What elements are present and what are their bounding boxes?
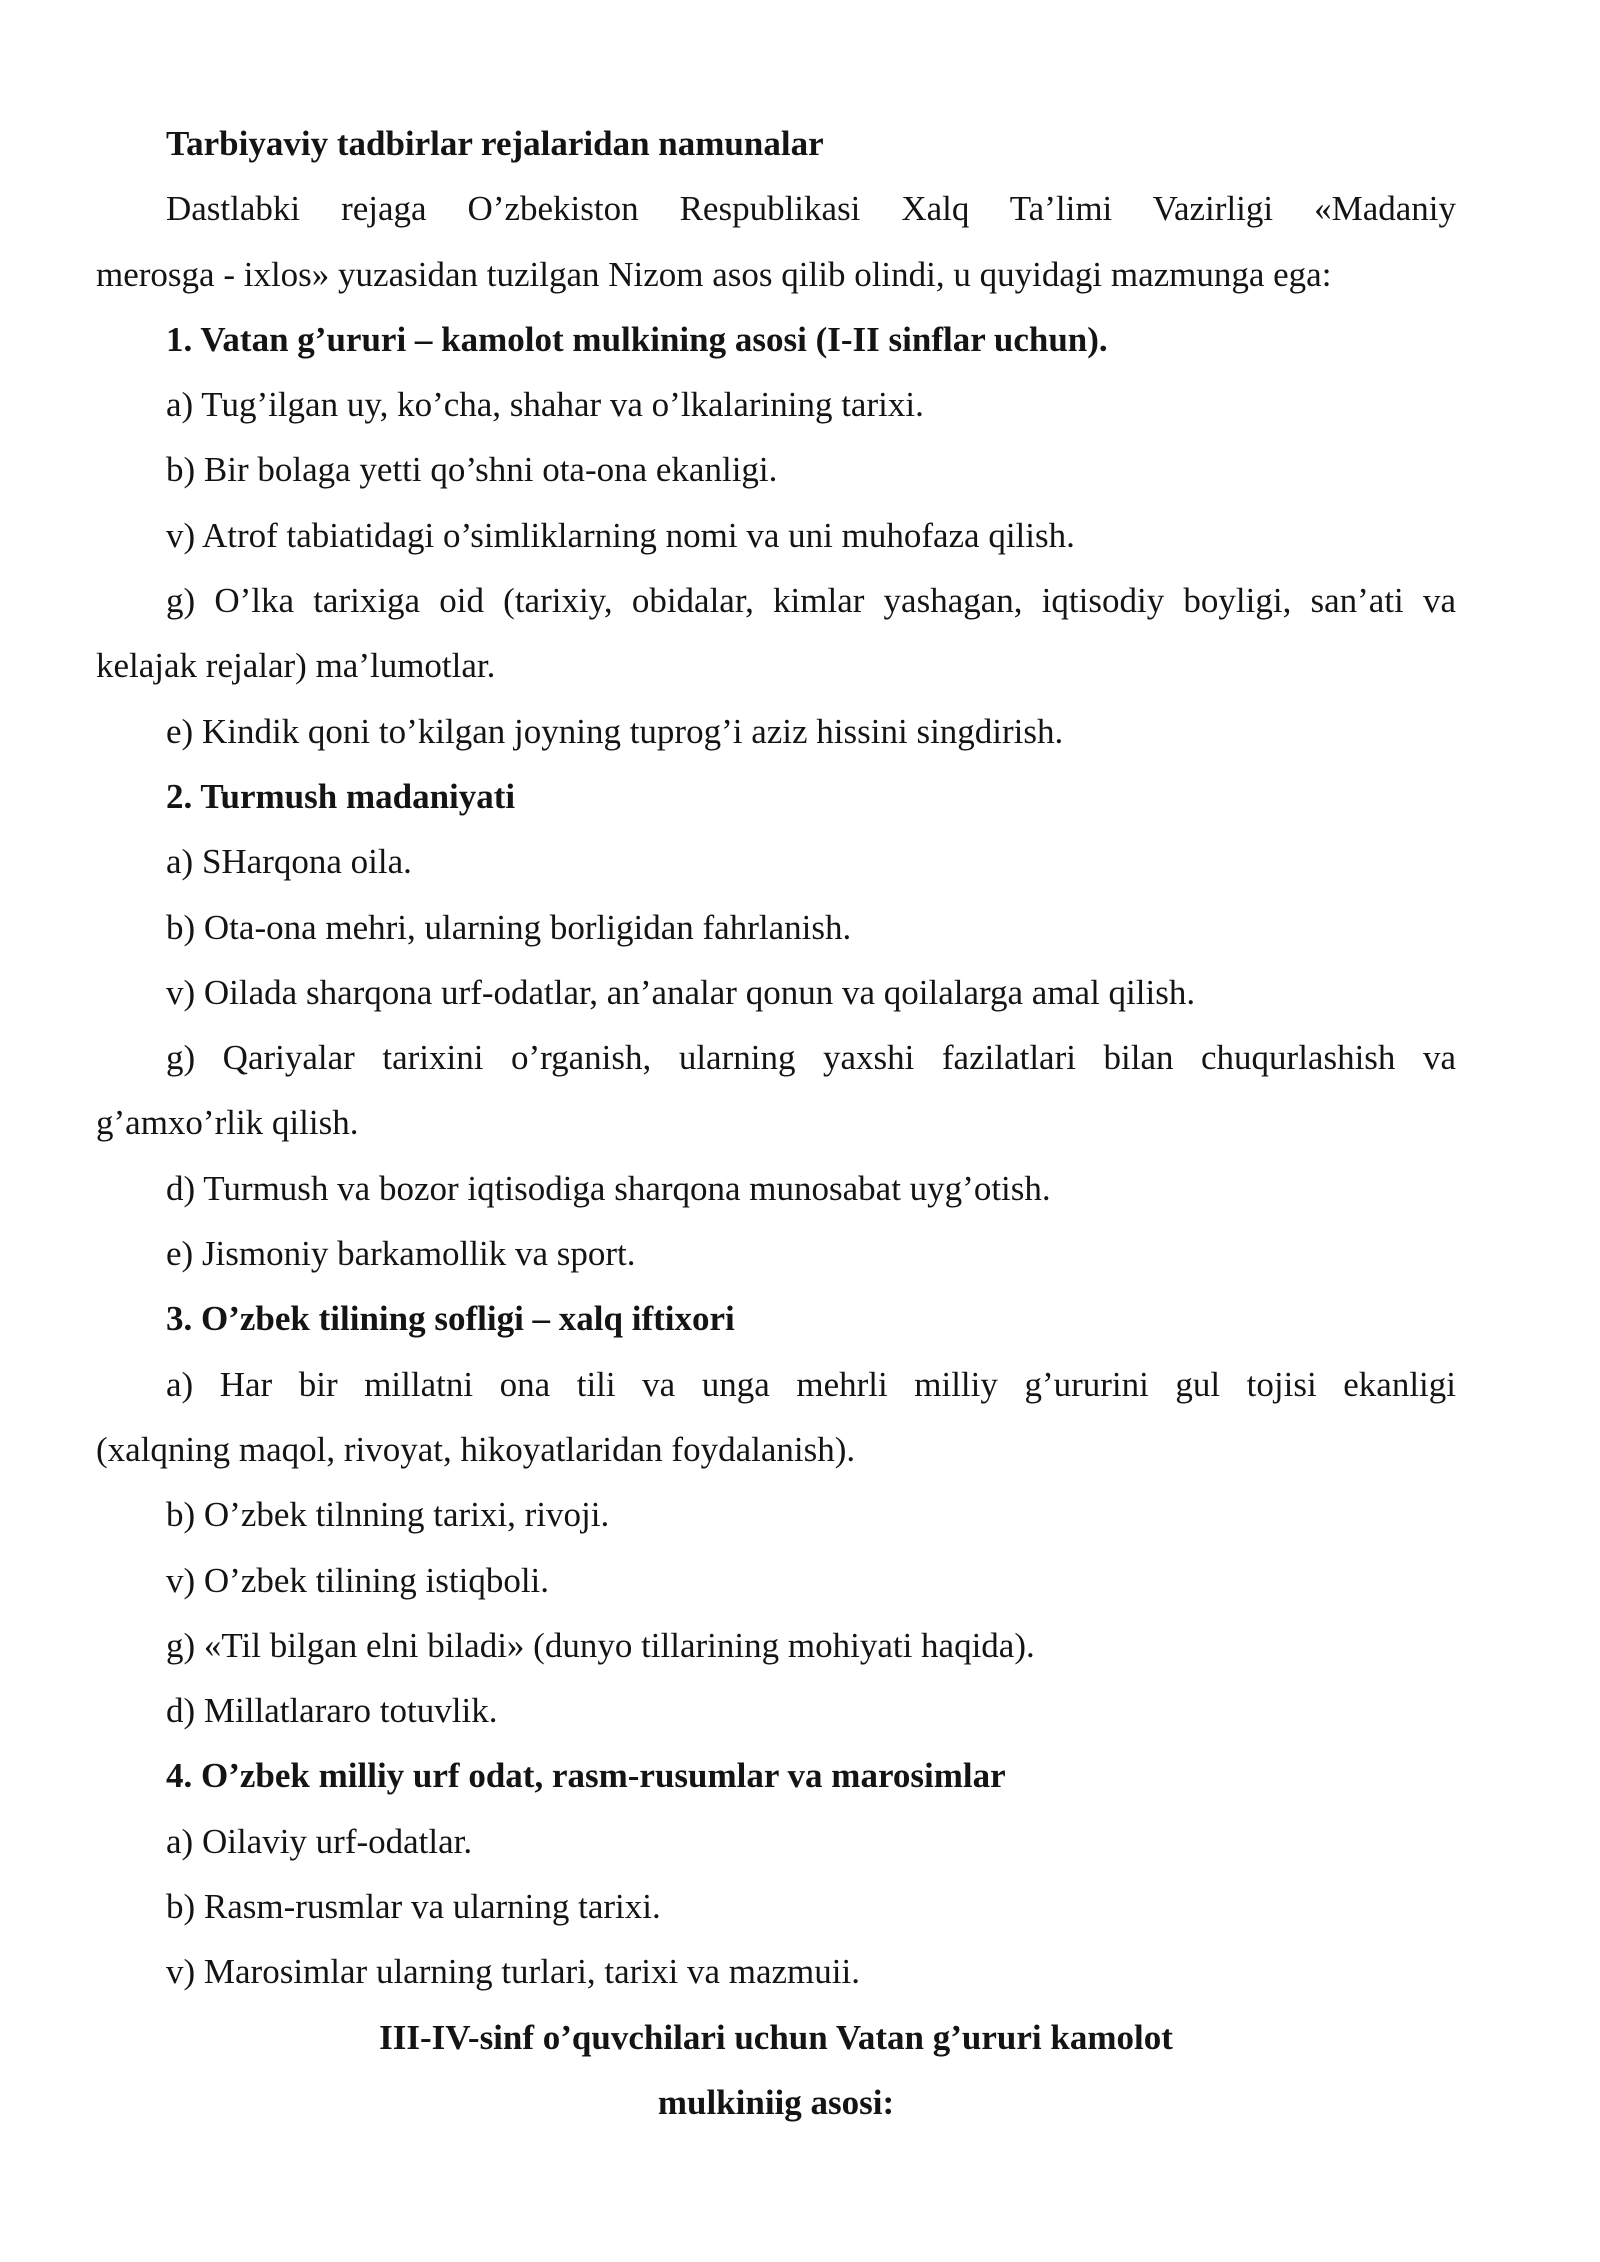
section-3-heading: 3. O’zbek tilining sofligi – xalq iftixori [166, 1299, 735, 1339]
section-1-item-g-line-1: g) O’lka tarixiga oid (tarixiy, obidalar, kimlar yashagan, iqtisodiy boyligi, san’ati va [166, 581, 1456, 621]
section-4-item-a: a) Oilaviy urf-odatlar. [166, 1821, 473, 1861]
intro-paragraph-line-1: Dastlabki rejaga O’zbekiston Respublikasi Xalq Ta’limi Vazirligi «Madaniy [166, 189, 1456, 229]
section-1-item-b: b) Bir bolaga yetti qo’shni ota-ona ekanligi. [166, 450, 778, 490]
section-3-item-d: d) Millatlararo totuvlik. [166, 1691, 498, 1731]
page-title: Tarbiyaviy tadbirlar rejalaridan namunalar [166, 124, 824, 163]
section-3-item-g: g) «Til bilgan elni biladi» (dunyo tillarining mohiyati haqida). [166, 1625, 1035, 1665]
section-3-item-a-line-1: a) Har bir millatni ona tili va unga mehrli milliy g’ururini gul tojisi ekanligi [166, 1364, 1456, 1404]
section-2-item-v: v) Oilada sharqona urf-odatlar, an’analar qonun va qoilalarga amal qilish. [166, 972, 1196, 1012]
section-2-item-g-line-1: g) Qariyalar tarixini o’rganish, ularning yaxshi fazilatlari bilan chuqurlashish va [166, 1038, 1456, 1078]
section-2-item-d: d) Turmush va bozor iqtisodiga sharqona munosabat uyg’otish. [166, 1168, 1051, 1208]
section-1-item-a: a) Tug’ilgan uy, ko’cha, shahar va o’lkalarining tarixi. [166, 385, 924, 425]
section-3-item-a-line-2: (xalqning maqol, rivoyat, hikoyatlaridan foydalanish). [96, 1429, 856, 1469]
section-1-item-v: v) Atrof tabiatidagi o’simliklarning nomi va uni muhofaza qilish. [166, 515, 1075, 555]
intro-paragraph-line-2: merosga - ixlos» yuzasidan tuzilgan Nizom asos qilib olindi, u quyidagi mazmunga ega: [96, 254, 1332, 294]
document-page [96, 111, 1456, 2135]
section-2-item-g-line-2: g’amxo’rlik qilish. [96, 1103, 359, 1143]
section-1-heading: 1. Vatan g’ururi – kamolot mulkining asosi (I-II sinflar uchun). [166, 319, 1108, 359]
section-1-item-g-line-2: kelajak rejalar) ma’lumotlar. [96, 646, 496, 686]
section-2-item-b: b) Ota-ona mehri, ularning borligidan fahrlanish. [166, 907, 852, 947]
section-1-item-e: e) Kindik qoni to’kilgan joyning tuprog’i aziz hissini singdirish. [166, 711, 1064, 751]
section-2-item-a: a) SHarqona oila. [166, 842, 412, 882]
section-4-item-b: b) Rasm-rusmlar va ularning tarixi. [166, 1887, 661, 1927]
section-4-item-v: v) Marosimlar ularning turlari, tarixi va mazmuii. [166, 1952, 860, 1992]
closing-heading-line-1: III-IV-sinf o’quvchilari uchun Vatan g’ururi kamolot [379, 2017, 1173, 2057]
section-4-heading: 4. O’zbek milliy urf odat, rasm-rusumlar va marosimlar [166, 1756, 1006, 1796]
section-2-heading: 2. Turmush madaniyati [166, 776, 516, 816]
section-2-item-e: e) Jismoniy barkamollik va sport. [166, 1234, 636, 1274]
section-3-item-v: v) O’zbek tilining istiqboli. [166, 1560, 550, 1600]
closing-heading-line-2: mulkiniig asosi: [657, 2082, 895, 2122]
section-3-item-b: b) O’zbek tilnning tarixi, rivoji. [166, 1495, 610, 1535]
